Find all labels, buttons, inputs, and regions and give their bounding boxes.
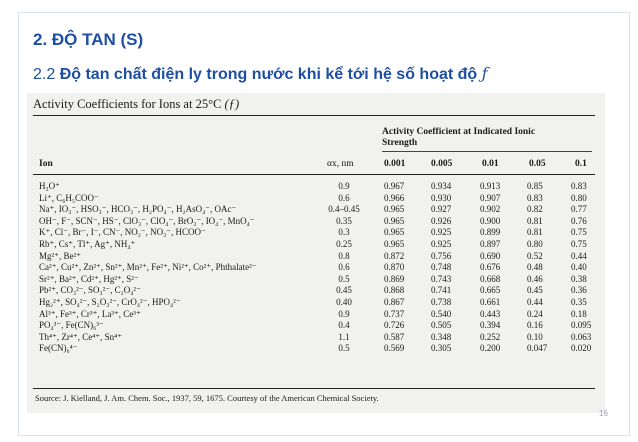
coefficient-cell: 0.200 — [480, 343, 501, 354]
ion-cell: Mg²⁺, Be²⁺ — [39, 250, 81, 261]
slide-title: 2. ĐỘ TAN (S) — [33, 30, 144, 49]
subtitle-number: 2.2 — [33, 66, 56, 83]
group-header: Activity Coefficient at Indicated Ionic Strength — [382, 127, 536, 148]
coefficient-cell: 0.965 — [384, 204, 405, 215]
coefficient-cell: 0.902 — [480, 204, 501, 215]
ion-cell: Ca²⁺, Cu²⁺, Zn²⁺, Sn²⁺, Mn²⁺, Fe²⁺, Ni²⁺, Co²⁺, Phthalate²⁻ — [39, 262, 257, 273]
coefficient-cell: 0.46 — [527, 273, 543, 284]
ion-cell: OH⁻, F⁻, SCN⁻, HS⁻, ClO₃⁻, ClO₄⁻, BrO₃⁻, IO₄⁻, MnO₄⁻ — [39, 215, 255, 226]
table-row — [27, 332, 605, 344]
bottom-rule — [33, 388, 595, 389]
coefficient-cell: 0.668 — [480, 273, 501, 284]
coefficient-cell: 0.52 — [527, 250, 543, 261]
ion-cell: Li⁺, C₆H₅COO⁻ — [39, 192, 99, 203]
strength-header: 0.05 — [529, 159, 546, 169]
coefficient-cell: 0.80 — [571, 192, 587, 203]
subtitle-symbol: ƒ — [481, 64, 488, 83]
coefficient-cell: 0.83 — [571, 181, 587, 191]
coefficient-cell: 0.44 — [527, 296, 543, 307]
ion-cell: H₃O⁺ — [39, 181, 60, 191]
table-title-text: Activity Coefficients for Ions at 25°C — [33, 97, 222, 111]
coefficient-cell: 0.897 — [480, 238, 501, 249]
ion-cell: PO₄³⁻, Fe(CN)₆³⁻ — [39, 320, 104, 331]
coefficient-cell: 0.81 — [527, 227, 543, 238]
coefficient-cell: 0.48 — [527, 262, 543, 273]
coefficient-cell: 0.966 — [384, 192, 405, 203]
table-row — [27, 343, 605, 355]
table-row — [27, 274, 605, 286]
alpha-cell: 0.6 — [338, 262, 350, 273]
coefficient-cell: 0.665 — [480, 285, 501, 296]
table-row — [27, 320, 605, 332]
coefficient-cell: 0.75 — [571, 227, 587, 238]
ion-cell: Sr²⁺, Ba²⁺, Cd²⁺, Hg²⁺, S²⁻ — [39, 273, 139, 284]
alpha-cell: 0.3 — [338, 227, 350, 238]
page-number: 16 — [599, 409, 608, 418]
coefficient-cell: 0.743 — [431, 273, 452, 284]
coefficient-cell: 0.907 — [480, 192, 501, 203]
coefficient-cell: 0.726 — [384, 320, 405, 331]
coefficient-cell: 0.85 — [527, 181, 543, 191]
coefficient-cell: 0.676 — [480, 262, 501, 273]
top-rule — [33, 115, 595, 116]
coefficient-cell: 0.75 — [571, 238, 587, 249]
table-row — [27, 309, 605, 321]
coefficient-cell: 0.965 — [384, 215, 405, 226]
table-row — [27, 239, 605, 251]
table-body — [27, 181, 605, 355]
table-title-symbol: (ƒ) — [224, 97, 240, 111]
coefficient-cell: 0.77 — [571, 204, 587, 215]
coefficient-cell: 0.934 — [431, 181, 452, 191]
coefficient-cell: 0.44 — [571, 250, 587, 261]
group-rule — [382, 151, 592, 152]
table-row — [27, 262, 605, 274]
coefficient-cell: 0.80 — [527, 238, 543, 249]
coefficient-cell: 0.82 — [527, 204, 543, 215]
ion-cell: Na⁺, IO₃⁻, HSO₃⁻, HCO₃⁻, H₂PO₄⁻, H₂AsO₄⁻, OAc⁻ — [39, 204, 237, 215]
subtitle-text: Độ tan chất điện ly trong nước khi kể tới hệ số hoạt độ — [59, 66, 478, 83]
alpha-cell: 0.9 — [338, 308, 350, 319]
table-title — [33, 97, 239, 112]
coefficient-cell: 0.967 — [384, 181, 405, 191]
slide-subtitle — [33, 64, 488, 84]
coefficient-cell: 0.047 — [527, 343, 548, 354]
alpha-cell: 0.4–0.45 — [328, 204, 360, 215]
ion-cell: K⁺, Cl⁻, Br⁻, I⁻, CN⁻, NO₂⁻, NO₃⁻, HCOO⁻ — [39, 227, 206, 238]
coefficient-cell: 0.738 — [431, 296, 452, 307]
coefficient-cell: 0.587 — [384, 331, 405, 342]
coefficient-cell: 0.10 — [527, 331, 543, 342]
coefficient-cell: 0.36 — [571, 285, 587, 296]
coefficient-cell: 0.867 — [384, 296, 405, 307]
table-row — [27, 285, 605, 297]
alpha-cell: 0.6 — [338, 192, 350, 203]
coefficient-cell: 0.095 — [571, 320, 592, 331]
coefficient-cell: 0.020 — [571, 343, 592, 354]
alpha-cell: 0.35 — [336, 215, 352, 226]
coefficient-cell: 0.926 — [431, 215, 452, 226]
ion-header: Ion — [39, 159, 53, 169]
coefficient-cell: 0.965 — [384, 227, 405, 238]
coefficient-cell: 0.16 — [527, 320, 543, 331]
coefficient-cell: 0.900 — [480, 215, 501, 226]
alpha-header: αx, nm — [327, 159, 354, 169]
coefficient-cell: 0.35 — [571, 296, 587, 307]
alpha-cell: 1.1 — [338, 331, 350, 342]
strength-header: 0.001 — [384, 159, 406, 169]
coefficient-cell: 0.18 — [571, 308, 587, 319]
table-row — [27, 216, 605, 228]
coefficient-cell: 0.741 — [431, 285, 452, 296]
ion-cell: Th⁴⁺, Zr⁴⁺, Ce⁴⁺, Sn⁴⁺ — [39, 331, 123, 342]
coefficient-cell: 0.737 — [384, 308, 405, 319]
ion-cell: Rb⁺, Cs⁺, Tl⁺, Ag⁺, NH₄⁺ — [39, 238, 136, 249]
coefficient-cell: 0.45 — [527, 285, 543, 296]
table-row — [27, 181, 605, 193]
coefficient-cell: 0.063 — [571, 331, 592, 342]
table-row — [27, 227, 605, 239]
coefficient-cell: 0.661 — [480, 296, 501, 307]
strength-header: 0.1 — [575, 159, 587, 169]
coefficient-cell: 0.76 — [571, 215, 587, 226]
table-row — [27, 297, 605, 309]
ion-cell: Pb²⁺, CO₃²⁻, SO₃²⁻, C₂O₄²⁻ — [39, 285, 141, 296]
alpha-cell: 0.9 — [338, 181, 350, 191]
alpha-cell: 0.40 — [336, 296, 352, 307]
coefficient-cell: 0.83 — [527, 192, 543, 203]
coefficient-cell: 0.868 — [384, 285, 405, 296]
coefficient-cell: 0.394 — [480, 320, 501, 331]
coefficient-cell: 0.38 — [571, 273, 587, 284]
coefficient-cell: 0.872 — [384, 250, 405, 261]
coefficient-cell: 0.40 — [571, 262, 587, 273]
coefficient-cell: 0.348 — [431, 331, 452, 342]
table-row — [27, 193, 605, 205]
alpha-cell: 0.45 — [336, 285, 352, 296]
strength-header: 0.005 — [431, 159, 453, 169]
coefficient-cell: 0.930 — [431, 192, 452, 203]
coefficient-cell: 0.965 — [384, 238, 405, 249]
coefficient-cell: 0.927 — [431, 204, 452, 215]
coefficient-cell: 0.913 — [480, 181, 501, 191]
table-row — [27, 251, 605, 263]
ion-cell: Hg₂²⁺, SO₄²⁻, S₂O₃²⁻, CrO₄²⁻, HPO₄²⁻ — [39, 296, 181, 307]
alpha-cell: 0.4 — [338, 320, 350, 331]
activity-coefficient-table-image — [27, 93, 605, 413]
table-row — [27, 204, 605, 216]
ion-cell: Al³⁺, Fe³⁺, Cr³⁺, La³⁺, Ce³⁺ — [39, 308, 141, 319]
coefficient-cell: 0.505 — [431, 320, 452, 331]
coefficient-cell: 0.540 — [431, 308, 452, 319]
table-source: Source: J. Kielland, J. Am. Chem. Soc., 1937, 59, 1675. Courtesy of the American Chemical Society. — [35, 393, 379, 403]
strength-header: 0.01 — [482, 159, 499, 169]
coefficient-cell: 0.899 — [480, 227, 501, 238]
header-rule — [33, 174, 595, 175]
coefficient-cell: 0.305 — [431, 343, 452, 354]
alpha-cell: 0.5 — [338, 343, 350, 354]
coefficient-cell: 0.569 — [384, 343, 405, 354]
coefficient-cell: 0.925 — [431, 227, 452, 238]
alpha-cell: 0.5 — [338, 273, 350, 284]
coefficient-cell: 0.690 — [480, 250, 501, 261]
coefficient-cell: 0.756 — [431, 250, 452, 261]
coefficient-cell: 0.870 — [384, 262, 405, 273]
coefficient-cell: 0.443 — [480, 308, 501, 319]
coefficient-cell: 0.81 — [527, 215, 543, 226]
coefficient-cell: 0.252 — [480, 331, 501, 342]
ion-cell: Fe(CN)₆⁴⁻ — [39, 343, 78, 354]
coefficient-cell: 0.24 — [527, 308, 543, 319]
alpha-cell: 0.25 — [336, 238, 352, 249]
coefficient-cell: 0.748 — [431, 262, 452, 273]
alpha-cell: 0.8 — [338, 250, 350, 261]
coefficient-cell: 0.869 — [384, 273, 405, 284]
coefficient-cell: 0.925 — [431, 238, 452, 249]
